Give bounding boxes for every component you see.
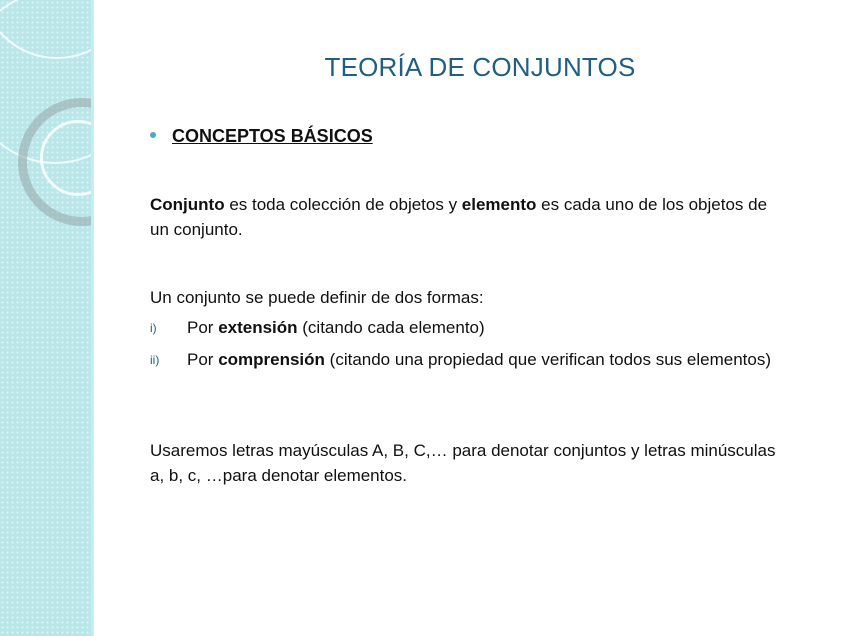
list-item-text xyxy=(187,347,790,372)
intro-paragraph: Un conjunto se puede definir de dos formas: xyxy=(150,288,484,307)
list-item xyxy=(150,315,790,340)
section-bullet xyxy=(150,126,373,147)
item-prefix: Por xyxy=(187,350,219,369)
slide-title: TEORÍA DE CONJUNTOS xyxy=(324,52,636,82)
list-marker: i) xyxy=(150,321,157,335)
term-elemento: elemento xyxy=(461,195,537,214)
bullet-icon xyxy=(150,132,156,138)
item-prefix: Por xyxy=(187,318,219,337)
section-heading: CONCEPTOS BÁSICOS xyxy=(172,126,373,146)
definition-paragraph xyxy=(150,192,790,242)
list-item xyxy=(150,347,790,372)
definition-text-2: es cada uno de los objetos de un conjunto. xyxy=(150,195,768,239)
item-suffix: (citando cada elemento) xyxy=(297,318,485,337)
definition-text-1: es toda colección de objetos y xyxy=(224,195,462,214)
decorative-side-band xyxy=(0,0,94,636)
item-term: comprensión xyxy=(218,350,325,369)
term-conjunto: Conjunto xyxy=(150,195,225,214)
item-term: extensión xyxy=(218,318,298,337)
list-item-text xyxy=(187,315,790,340)
list-marker: ii) xyxy=(150,353,160,367)
band-edge xyxy=(91,0,94,636)
item-suffix: (citando una propiedad que verifican todos sus elementos) xyxy=(324,350,771,369)
notation-paragraph: Usaremos letras mayúsculas A, B, C,… para denotar conjuntos y letras minúsculas a, b, c, …para denotar elementos. xyxy=(150,441,776,485)
